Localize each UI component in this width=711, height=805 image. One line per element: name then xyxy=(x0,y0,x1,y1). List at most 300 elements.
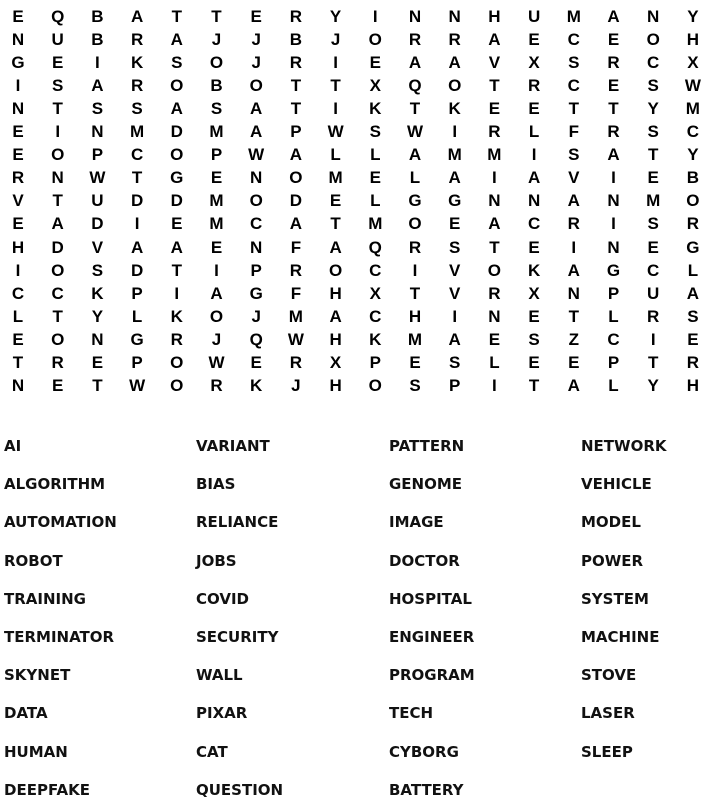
grid-letter[interactable]: N xyxy=(250,237,263,257)
grid-letter[interactable]: C xyxy=(369,260,382,280)
grid-letter[interactable]: T xyxy=(647,145,659,165)
grid-letter[interactable]: I xyxy=(611,214,616,234)
grid-letter[interactable]: N xyxy=(91,122,104,142)
grid-letter[interactable]: Y xyxy=(647,375,659,395)
grid-letter[interactable]: S xyxy=(449,237,461,257)
grid-letter[interactable]: R xyxy=(488,283,501,303)
grid-letter[interactable]: E xyxy=(210,237,223,257)
grid-letter[interactable]: M xyxy=(209,191,224,211)
grid-letter[interactable]: H xyxy=(11,237,25,257)
grid-letter[interactable]: A xyxy=(329,306,342,326)
grid-letter[interactable]: Y xyxy=(91,306,104,326)
grid-letter[interactable]: A xyxy=(210,283,223,303)
grid-letter[interactable]: R xyxy=(448,30,461,50)
grid-letter[interactable]: O xyxy=(448,76,462,96)
grid-letter[interactable]: G xyxy=(170,168,184,188)
grid-letter[interactable]: T xyxy=(409,283,421,303)
grid-letter[interactable]: N xyxy=(527,191,541,211)
grid-letter[interactable]: N xyxy=(11,30,25,50)
grid-letter[interactable]: O xyxy=(170,145,184,165)
grid-letter[interactable]: C xyxy=(647,260,660,280)
grid-letter[interactable]: H xyxy=(408,306,422,326)
grid-letter[interactable]: A xyxy=(527,168,541,188)
grid-letter[interactable]: A xyxy=(289,214,303,234)
grid-letter[interactable]: E xyxy=(369,53,381,73)
grid-letter[interactable]: T xyxy=(52,191,63,211)
grid-letter[interactable]: O xyxy=(328,260,343,280)
grid-letter[interactable]: E xyxy=(647,237,659,257)
grid-letter[interactable]: L xyxy=(370,191,381,211)
grid-letter[interactable]: K xyxy=(170,306,183,326)
grid-letter[interactable]: M xyxy=(407,329,423,349)
grid-letter[interactable]: V xyxy=(449,283,461,303)
grid-letter[interactable]: A xyxy=(408,145,422,165)
grid-letter[interactable]: W xyxy=(89,168,106,188)
grid-letter[interactable]: S xyxy=(91,260,104,280)
grid-letter[interactable]: R xyxy=(210,375,223,395)
grid-letter[interactable]: K xyxy=(369,329,382,349)
grid-letter[interactable]: G xyxy=(408,191,422,211)
grid-letter[interactable]: A xyxy=(51,214,64,234)
grid-letter[interactable]: I xyxy=(15,260,21,280)
grid-letter[interactable]: N xyxy=(488,306,501,326)
grid-letter[interactable]: K xyxy=(369,99,382,119)
grid-letter[interactable]: S xyxy=(131,99,143,119)
grid-letter[interactable]: P xyxy=(290,122,302,142)
grid-letter[interactable]: I xyxy=(611,168,616,188)
grid-letter[interactable]: A xyxy=(289,145,303,165)
grid-letter[interactable]: J xyxy=(251,306,261,326)
grid-letter[interactable]: E xyxy=(568,352,580,372)
grid-letter[interactable]: N xyxy=(607,191,620,211)
grid-letter[interactable]: F xyxy=(568,122,579,142)
grid-letter[interactable]: L xyxy=(131,306,143,326)
grid-letter[interactable]: N xyxy=(11,375,25,395)
grid-letter[interactable]: H xyxy=(329,329,342,349)
grid-letter[interactable]: I xyxy=(15,76,21,96)
grid-letter[interactable]: V xyxy=(12,191,24,211)
grid-letter[interactable]: S xyxy=(91,99,104,119)
grid-letter[interactable]: T xyxy=(330,76,341,96)
grid-letter[interactable]: H xyxy=(686,375,700,395)
grid-letter[interactable]: E xyxy=(369,168,381,188)
grid-letter[interactable]: P xyxy=(607,283,620,303)
grid-letter[interactable]: R xyxy=(170,329,183,349)
grid-letter[interactable]: I xyxy=(333,53,338,73)
grid-letter[interactable]: B xyxy=(289,30,303,50)
grid-letter[interactable]: S xyxy=(687,306,699,326)
grid-letter[interactable]: D xyxy=(91,214,104,234)
grid-letter[interactable]: S xyxy=(528,329,540,349)
grid-letter[interactable]: R xyxy=(289,7,303,26)
grid-letter[interactable]: N xyxy=(91,329,104,349)
grid-letter[interactable]: E xyxy=(687,329,699,349)
grid-letter[interactable]: N xyxy=(647,7,660,26)
grid-letter[interactable]: A xyxy=(250,122,263,142)
grid-letter[interactable]: T xyxy=(52,306,63,326)
grid-letter[interactable]: I xyxy=(412,260,418,280)
grid-letter[interactable]: A xyxy=(329,237,342,257)
grid-letter[interactable]: A xyxy=(686,283,700,303)
grid-letter[interactable]: M xyxy=(368,214,383,234)
grid-letter[interactable]: U xyxy=(647,283,660,303)
grid-letter[interactable]: N xyxy=(567,283,580,303)
grid-letter[interactable]: S xyxy=(171,53,183,73)
grid-letter[interactable]: T xyxy=(171,7,182,26)
grid-letter[interactable]: R xyxy=(289,53,303,73)
grid-letter[interactable]: X xyxy=(528,283,540,303)
grid-letter[interactable]: A xyxy=(448,53,461,73)
grid-letter[interactable]: A xyxy=(488,30,501,50)
grid-letter[interactable]: R xyxy=(11,168,25,188)
grid-letter[interactable]: W xyxy=(287,329,304,349)
grid-letter[interactable]: U xyxy=(51,30,64,50)
grid-letter[interactable]: O xyxy=(209,306,224,326)
grid-letter[interactable]: O xyxy=(51,329,65,349)
grid-letter[interactable]: E xyxy=(250,352,262,372)
grid-letter[interactable]: L xyxy=(489,352,500,372)
grid-letter[interactable]: U xyxy=(527,7,541,26)
grid-letter[interactable]: W xyxy=(208,352,225,372)
grid-letter[interactable]: S xyxy=(568,53,580,73)
grid-letter[interactable]: E xyxy=(12,122,24,142)
grid-letter[interactable]: J xyxy=(251,53,261,73)
grid-letter[interactable]: D xyxy=(51,237,64,257)
grid-letter[interactable]: M xyxy=(288,306,303,326)
grid-letter[interactable]: T xyxy=(528,375,540,395)
grid-letter[interactable]: M xyxy=(209,214,224,234)
grid-letter[interactable]: W xyxy=(248,145,265,165)
grid-letter[interactable]: M xyxy=(209,122,224,142)
grid-letter[interactable]: Q xyxy=(51,7,65,26)
grid-letter[interactable]: W xyxy=(327,122,344,142)
grid-letter[interactable]: C xyxy=(250,214,263,234)
grid-letter[interactable]: W xyxy=(684,76,701,96)
grid-letter[interactable]: T xyxy=(131,168,143,188)
grid-letter[interactable]: J xyxy=(211,30,222,50)
grid-letter[interactable]: L xyxy=(370,145,381,165)
grid-letter[interactable]: A xyxy=(130,7,144,26)
grid-letter[interactable]: D xyxy=(170,122,183,142)
grid-letter[interactable]: L xyxy=(12,306,24,326)
grid-letter[interactable]: O xyxy=(209,53,224,73)
grid-letter[interactable]: X xyxy=(369,283,381,303)
grid-letter[interactable]: Q xyxy=(408,76,422,96)
grid-letter[interactable]: Q xyxy=(249,329,263,349)
grid-letter[interactable]: R xyxy=(567,214,580,234)
grid-letter[interactable]: R xyxy=(130,30,144,50)
grid-letter[interactable]: C xyxy=(11,283,25,303)
grid-letter[interactable]: H xyxy=(488,7,501,26)
grid-letter[interactable]: X xyxy=(369,76,381,96)
grid-letter[interactable]: G xyxy=(130,329,144,349)
grid-letter[interactable]: S xyxy=(449,352,461,372)
grid-letter[interactable]: I xyxy=(214,260,219,280)
grid-letter[interactable]: G xyxy=(249,283,263,303)
grid-letter[interactable]: O xyxy=(170,76,184,96)
grid-letter[interactable]: O xyxy=(51,145,65,165)
grid-letter[interactable]: N xyxy=(607,237,620,257)
grid-letter[interactable]: A xyxy=(408,53,422,73)
grid-letter[interactable]: E xyxy=(329,191,342,211)
grid-letter[interactable]: M xyxy=(328,168,343,188)
grid-letter[interactable]: M xyxy=(566,7,581,26)
grid-letter[interactable]: I xyxy=(571,237,577,257)
grid-letter[interactable]: E xyxy=(12,7,24,26)
grid-letter[interactable]: V xyxy=(449,260,461,280)
grid-letter[interactable]: V xyxy=(568,168,580,188)
grid-letter[interactable]: M xyxy=(447,145,462,165)
grid-letter[interactable]: A xyxy=(250,99,263,119)
grid-letter[interactable]: A xyxy=(607,7,620,26)
grid-letter[interactable]: J xyxy=(330,30,341,50)
grid-letter[interactable]: E xyxy=(607,76,620,96)
grid-letter[interactable]: D xyxy=(170,191,183,211)
grid-letter[interactable]: T xyxy=(608,99,619,119)
grid-letter[interactable]: T xyxy=(568,306,579,326)
grid-letter[interactable]: O xyxy=(249,76,263,96)
grid-letter[interactable]: O xyxy=(487,260,501,280)
grid-letter[interactable]: B xyxy=(686,168,700,188)
grid-letter[interactable]: D xyxy=(289,191,303,211)
grid-letter[interactable]: A xyxy=(567,260,580,280)
grid-letter[interactable]: P xyxy=(449,375,461,395)
grid-letter[interactable]: E xyxy=(52,53,64,73)
grid-letter[interactable]: D xyxy=(130,191,144,211)
grid-letter[interactable]: T xyxy=(409,99,421,119)
grid-letter[interactable]: C xyxy=(51,283,64,303)
grid-letter[interactable]: O xyxy=(368,30,382,50)
grid-letter[interactable]: L xyxy=(687,260,699,280)
grid-letter[interactable]: E xyxy=(91,352,104,372)
grid-letter[interactable]: K xyxy=(250,375,263,395)
grid-letter[interactable]: O xyxy=(249,191,263,211)
grid-letter[interactable]: E xyxy=(449,214,461,234)
grid-letter[interactable]: E xyxy=(647,168,659,188)
grid-letter[interactable]: G xyxy=(606,260,621,280)
grid-letter[interactable]: A xyxy=(170,237,183,257)
grid-letter[interactable]: O xyxy=(289,168,303,188)
grid-letter[interactable]: J xyxy=(291,375,301,395)
grid-letter[interactable]: A xyxy=(488,214,501,234)
grid-letter[interactable]: T xyxy=(568,99,579,119)
grid-letter[interactable]: H xyxy=(686,30,700,50)
grid-letter[interactable]: S xyxy=(647,214,659,234)
grid-letter[interactable]: C xyxy=(686,122,700,142)
grid-letter[interactable]: K xyxy=(448,99,461,119)
grid-letter[interactable]: P xyxy=(131,352,143,372)
grid-letter[interactable]: R xyxy=(607,53,620,73)
grid-letter[interactable]: P xyxy=(369,352,381,372)
grid-letter[interactable]: N xyxy=(408,7,422,26)
grid-letter[interactable]: R xyxy=(488,122,501,142)
grid-letter[interactable]: A xyxy=(448,329,461,349)
grid-letter[interactable]: Q xyxy=(368,237,382,257)
grid-letter[interactable]: O xyxy=(368,375,382,395)
grid-letter[interactable]: E xyxy=(488,329,501,349)
grid-letter[interactable]: K xyxy=(527,260,541,280)
grid-letter[interactable]: P xyxy=(131,283,143,303)
grid-letter[interactable]: B xyxy=(91,7,104,26)
grid-letter[interactable]: X xyxy=(528,53,540,73)
grid-letter[interactable]: T xyxy=(489,76,500,96)
grid-letter[interactable]: R xyxy=(607,122,620,142)
grid-letter[interactable]: R xyxy=(686,352,700,372)
grid-letter[interactable]: R xyxy=(408,237,422,257)
grid-letter[interactable]: P xyxy=(91,145,104,165)
grid-letter[interactable]: E xyxy=(528,30,540,50)
grid-letter[interactable]: I xyxy=(174,283,180,303)
grid-letter[interactable]: R xyxy=(51,352,64,372)
grid-letter[interactable]: I xyxy=(95,53,100,73)
grid-letter[interactable]: W xyxy=(406,122,424,142)
grid-letter[interactable]: T xyxy=(290,76,302,96)
grid-letter[interactable]: S xyxy=(210,99,223,119)
grid-letter[interactable]: U xyxy=(91,191,104,211)
grid-letter[interactable]: I xyxy=(372,7,378,26)
grid-letter[interactable]: N xyxy=(488,191,501,211)
grid-letter[interactable]: J xyxy=(211,329,222,349)
grid-letter[interactable]: X xyxy=(687,53,699,73)
grid-letter[interactable]: B xyxy=(210,76,223,96)
grid-letter[interactable]: L xyxy=(330,145,341,165)
grid-letter[interactable]: Y xyxy=(687,7,699,26)
grid-letter[interactable]: C xyxy=(567,30,580,50)
grid-letter[interactable]: X xyxy=(329,352,342,372)
grid-letter[interactable]: F xyxy=(290,283,302,303)
grid-letter[interactable]: T xyxy=(171,260,182,280)
grid-letter[interactable]: C xyxy=(647,53,660,73)
grid-letter[interactable]: I xyxy=(531,145,537,165)
grid-letter[interactable]: G xyxy=(448,191,462,211)
grid-letter[interactable]: I xyxy=(492,168,497,188)
grid-letter[interactable]: S xyxy=(52,76,64,96)
grid-letter[interactable]: V xyxy=(488,53,501,73)
grid-letter[interactable]: E xyxy=(409,352,421,372)
grid-letter[interactable]: E xyxy=(250,7,262,26)
grid-letter[interactable]: M xyxy=(646,191,661,211)
grid-letter[interactable]: O xyxy=(646,30,660,50)
grid-letter[interactable]: O xyxy=(170,352,184,372)
grid-letter[interactable]: S xyxy=(409,375,421,395)
grid-letter[interactable]: R xyxy=(647,306,660,326)
grid-letter[interactable]: E xyxy=(12,145,24,165)
grid-letter[interactable]: A xyxy=(130,237,144,257)
grid-letter[interactable]: E xyxy=(12,214,24,234)
grid-letter[interactable]: G xyxy=(686,237,700,257)
grid-letter[interactable]: A xyxy=(170,99,183,119)
grid-letter[interactable]: E xyxy=(528,237,540,257)
grid-letter[interactable]: E xyxy=(607,30,620,50)
grid-letter[interactable]: T xyxy=(12,352,24,372)
grid-letter[interactable]: O xyxy=(686,191,700,211)
grid-letter[interactable]: T xyxy=(52,99,63,119)
grid-letter[interactable]: Y xyxy=(687,145,699,165)
grid-letter[interactable]: T xyxy=(489,237,500,257)
grid-letter[interactable]: J xyxy=(251,30,261,50)
grid-letter[interactable]: R xyxy=(289,352,303,372)
grid-letter[interactable]: A xyxy=(567,191,580,211)
grid-letter[interactable]: L xyxy=(409,168,421,188)
grid-letter[interactable]: C xyxy=(527,214,541,234)
grid-letter[interactable]: C xyxy=(369,306,382,326)
grid-letter[interactable]: O xyxy=(408,214,422,234)
grid-letter[interactable]: I xyxy=(134,214,140,234)
grid-letter[interactable]: E xyxy=(171,214,183,234)
grid-letter[interactable]: E xyxy=(528,99,540,119)
grid-letter[interactable]: T xyxy=(290,99,302,119)
grid-letter[interactable]: H xyxy=(329,283,342,303)
grid-letter[interactable]: N xyxy=(11,99,25,119)
grid-letter[interactable]: E xyxy=(52,375,64,395)
grid-letter[interactable]: R xyxy=(686,214,700,234)
grid-letter[interactable]: S xyxy=(369,122,381,142)
grid-letter[interactable]: I xyxy=(452,306,458,326)
grid-letter[interactable]: T xyxy=(330,214,341,234)
grid-letter[interactable]: E xyxy=(488,99,501,119)
grid-letter[interactable]: T xyxy=(211,7,222,26)
grid-letter[interactable]: S xyxy=(647,122,659,142)
grid-letter[interactable]: Y xyxy=(647,99,659,119)
grid-letter[interactable]: L xyxy=(608,375,619,395)
grid-letter[interactable]: H xyxy=(329,375,342,395)
grid-letter[interactable]: P xyxy=(607,352,620,372)
grid-letter[interactable]: I xyxy=(333,99,338,119)
grid-letter[interactable]: K xyxy=(130,53,144,73)
grid-letter[interactable]: R xyxy=(527,76,541,96)
grid-letter[interactable]: I xyxy=(452,122,458,142)
grid-letter[interactable]: E xyxy=(528,352,540,372)
grid-letter[interactable]: E xyxy=(528,306,540,326)
grid-letter[interactable]: N xyxy=(51,168,64,188)
grid-letter[interactable]: E xyxy=(12,329,24,349)
grid-letter[interactable]: N xyxy=(250,168,263,188)
grid-letter[interactable]: T xyxy=(92,375,103,395)
grid-letter[interactable]: P xyxy=(250,260,262,280)
grid-letter[interactable]: I xyxy=(55,122,61,142)
grid-letter[interactable]: I xyxy=(492,375,497,395)
grid-letter[interactable]: Z xyxy=(568,329,579,349)
grid-letter[interactable]: V xyxy=(91,237,104,257)
grid-letter[interactable]: A xyxy=(607,145,620,165)
grid-letter[interactable]: I xyxy=(650,329,656,349)
grid-letter[interactable]: M xyxy=(130,122,145,142)
grid-letter[interactable]: K xyxy=(91,283,104,303)
grid-letter[interactable]: M xyxy=(685,99,700,119)
grid-letter[interactable]: D xyxy=(130,260,144,280)
grid-letter[interactable]: A xyxy=(91,76,104,96)
grid-letter[interactable]: O xyxy=(170,375,184,395)
grid-letter[interactable]: W xyxy=(129,375,146,395)
grid-letter[interactable]: Y xyxy=(329,7,342,26)
grid-letter[interactable]: S xyxy=(568,145,580,165)
grid-letter[interactable]: T xyxy=(647,352,659,372)
grid-letter[interactable]: G xyxy=(11,53,25,73)
grid-letter[interactable]: R xyxy=(130,76,144,96)
grid-letter[interactable]: C xyxy=(130,145,144,165)
grid-letter[interactable]: L xyxy=(528,122,540,142)
grid-letter[interactable]: P xyxy=(210,145,223,165)
grid-letter[interactable]: C xyxy=(607,329,620,349)
grid-letter[interactable]: O xyxy=(51,260,65,280)
grid-letter[interactable]: L xyxy=(608,306,619,326)
grid-letter[interactable]: B xyxy=(91,30,104,50)
grid-letter[interactable]: N xyxy=(448,7,461,26)
grid-letter[interactable]: F xyxy=(290,237,302,257)
grid-letter[interactable]: A xyxy=(567,375,580,395)
grid-letter[interactable]: S xyxy=(647,76,659,96)
grid-letter[interactable]: R xyxy=(289,260,303,280)
